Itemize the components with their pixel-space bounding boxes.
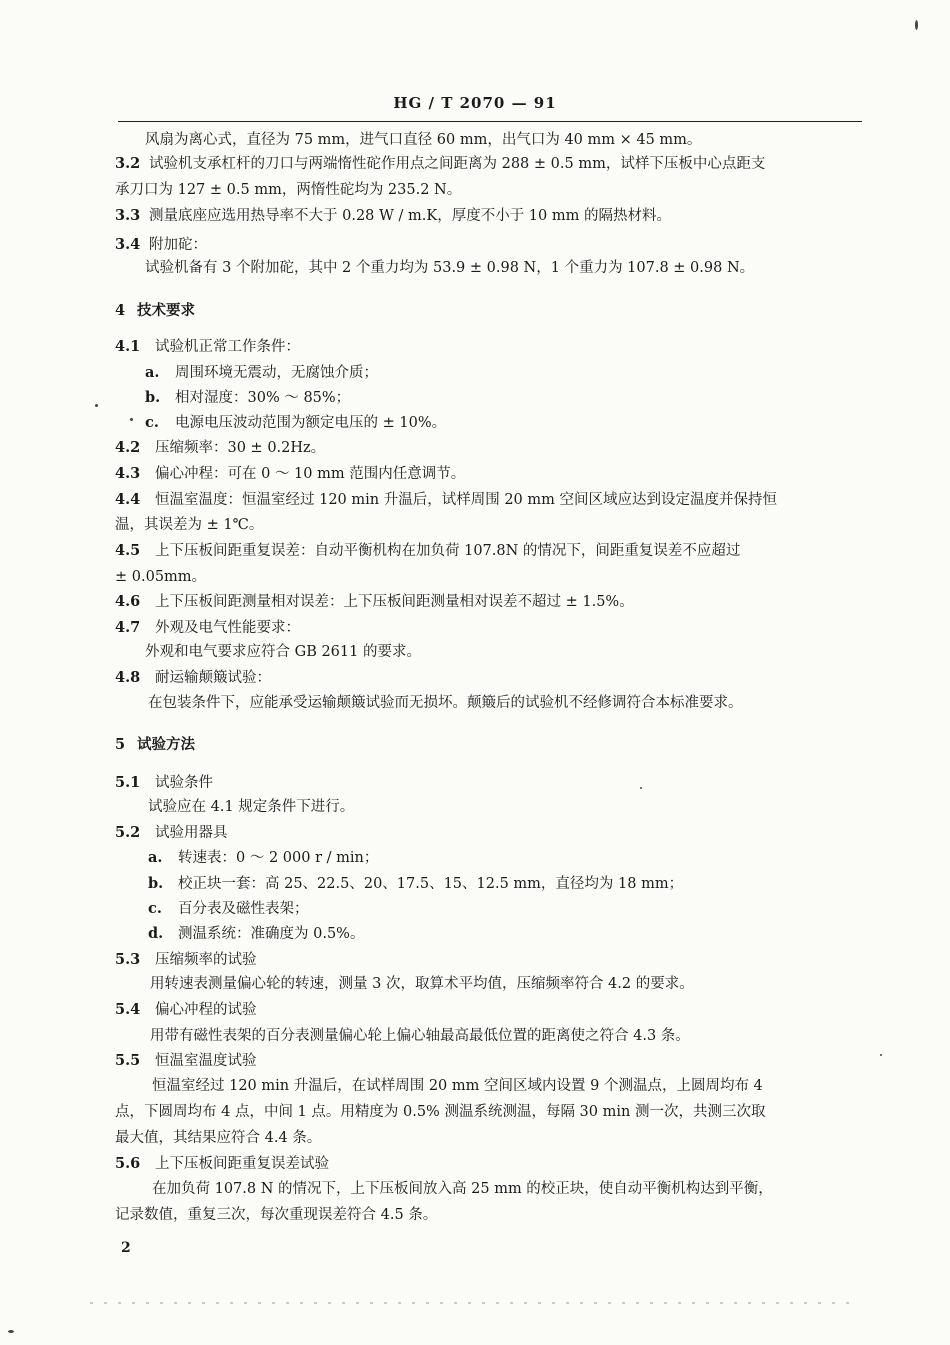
text-line: 点，下圆周均布 4 点，中间 1 点。用精度为 0.5% 测温系统测温，每隔 30 min 测一次，共测三次取 (115, 1104, 766, 1120)
list-item-a: a. 周围环境无震动，无腐蚀介质； (145, 364, 378, 381)
clause-4-6: 4.6 上下压板间距测量相对误差：上下压板间距测量相对误差不超过 ± 1.5%。 (115, 593, 634, 610)
clause-4-7: 4.7 外观及电气性能要求： (115, 619, 300, 636)
clause-3-2: 3.2 试验机支承杠杆的刀口与两端惰性砣作用点之间距离为 288 ± 0.5 mm，试样下压板中心点距支 (115, 155, 766, 172)
clause-4-3: 4.3 偏心冲程：可在 0 ～ 10 mm 范围内任意调节。 (115, 465, 466, 482)
list-item-d: d. 测温系统：准确度为 0.5%。 (148, 925, 365, 942)
text-line: ± 0.05mm。 (115, 569, 207, 585)
list-item-c: c. 电源电压波动范围为额定电压的 ± 10%。 (145, 414, 447, 431)
list-item-a: a. 转速表：0 ～ 2 000 r / min； (148, 849, 379, 866)
clause-4-1: 4.1 试验机正常工作条件： (115, 338, 300, 355)
scan-speck (8, 1330, 14, 1333)
list-item-b: b. 校正块一套：高 25、22.5、20、17.5、15、12.5 mm，直径均为 18 mm； (148, 875, 684, 892)
text-line: 恒温室经过 120 min 升温后，在试样周围 20 mm 空间区域内设置 9 个测温点，上圆周均布 4 (152, 1078, 763, 1094)
scan-noise (90, 1302, 850, 1304)
text-line: 温，其误差为 ± 1℃。 (115, 517, 264, 533)
text-line: 承刀口为 127 ± 0.5 mm，两惰性砣均为 235.2 N。 (115, 182, 462, 198)
text-line: 记录数值，重复三次，每次重现误差符合 4.5 条。 (115, 1207, 438, 1223)
text-line: 外观和电气要求应符合 GB 2611 的要求。 (145, 644, 421, 660)
list-item-b: b. 相对湿度：30% ～ 85%； (145, 389, 351, 406)
text-line: 最大值，其结果应符合 4.4 条。 (115, 1130, 322, 1146)
scan-speck (640, 787, 642, 789)
section-4-heading: 4 技术要求 (115, 302, 195, 319)
page-header: HG / T 2070 — 91 (393, 94, 557, 112)
text-line: 在包装条件下，应能承受运输颠簸试验而无损坏。颠簸后的试验机不经修调符合本标准要求。 (148, 695, 743, 711)
clause-4-5: 4.5 上下压板间距重复误差：自动平衡机构在加负荷 107.8N 的情况下，间距重复误差不应超过 (115, 542, 741, 559)
clause-5-6: 5.6 上下压板间距重复误差试验 (115, 1155, 329, 1172)
text-line: 在加负荷 107.8 N 的情况下，上下压板间放入高 25 mm 的校正块，使自动平衡机构达到平衡， (152, 1181, 773, 1197)
text-line: 用转速表测量偏心轮的转速，测量 3 次，取算术平均值，压缩频率符合 4.2 的要求。 (150, 976, 694, 992)
text-line: 试验应在 4.1 规定条件下进行。 (148, 799, 355, 815)
text-line: 试验机备有 3 个附加砣，其中 2 个重力均为 53.9 ± 0.98 N，1 个重力为 107.8 ± 0.98 N。 (145, 260, 755, 276)
clause-5-4: 5.4 偏心冲程的试验 (115, 1001, 257, 1018)
page-number: 2 (121, 1240, 131, 1256)
clause-5-2: 5.2 试验用器具 (115, 824, 228, 841)
scan-speck (915, 20, 918, 30)
text-line: 风扇为离心式，直径为 75 mm，进气口直径 60 mm，出气口为 40 mm × 45 mm。 (145, 132, 702, 148)
clause-4-2: 4.2 压缩频率：30 ± 0.2Hz。 (115, 439, 326, 456)
scan-speck (130, 418, 133, 421)
clause-4-8: 4.8 耐运输颠簸试验： (115, 669, 271, 686)
text-line: 用带有磁性表架的百分表测量偏心轮上偏心轴最高最低位置的距离使之符合 4.3 条。 (150, 1028, 690, 1044)
clause-4-4: 4.4 恒温室温度：恒温室经过 120 min 升温后，试样周围 20 mm 空间区域应达到设定温度并保持恒 (115, 491, 778, 508)
section-5-heading: 5 试验方法 (115, 736, 195, 753)
clause-3-3: 3.3 测量底座应选用热导率不大于 0.28 W / m.K，厚度不小于 10 mm 的隔热材料。 (115, 207, 671, 224)
scan-speck (880, 1054, 882, 1056)
clause-3-4: 3.4 附加砣： (115, 236, 207, 253)
scan-speck (95, 404, 98, 407)
clause-5-5: 5.5 恒温室温度试验 (115, 1052, 257, 1069)
clause-5-3: 5.3 压缩频率的试验 (115, 951, 257, 968)
clause-5-1: 5.1 试验条件 (115, 774, 213, 791)
header-rule (118, 121, 862, 122)
list-item-c: c. 百分表及磁性表架； (148, 900, 309, 917)
